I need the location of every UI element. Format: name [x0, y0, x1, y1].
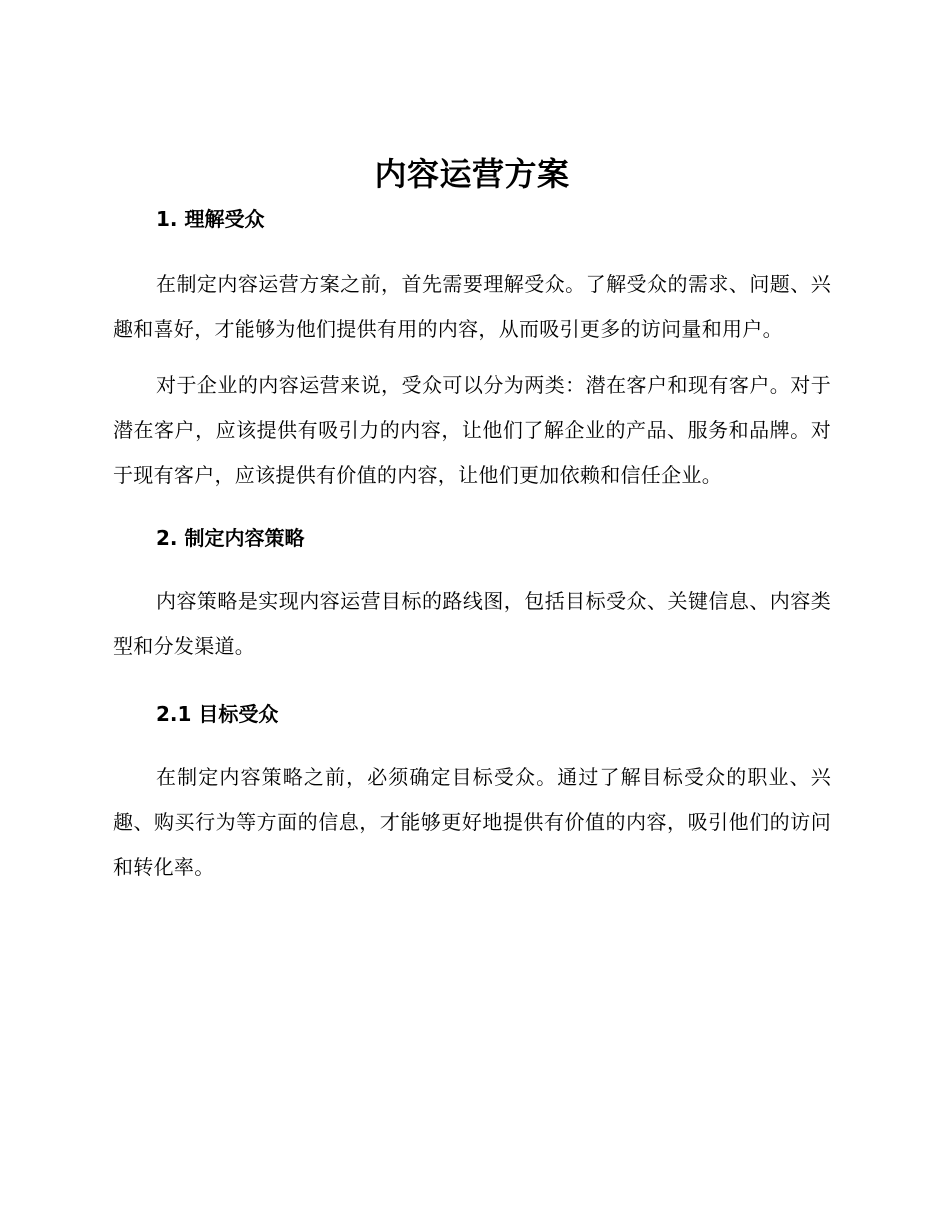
paragraph-understand-audience: 在制定内容运营方案之前，首先需要理解受众。了解受众的需求、问题、兴趣和喜好，才能够为他们提供有用的内容，从而吸引更多的访问量和用户。	[113, 272, 831, 341]
section-heading-understand-audience: 1. 理解受众	[156, 207, 265, 231]
section-heading-target-audience: 2.1 目标受众	[156, 702, 279, 726]
paragraph-audience-types: 对于企业的内容运营来说，受众可以分为两类：潜在客户和现有客户。对于潜在客户，应该提供有吸引力的内容，让他们了解企业的产品、服务和品牌。对于现有客户，应该提供有价值的内容，让他们更加依赖和信任企业。	[113, 373, 831, 487]
section-heading-content-strategy: 2. 制定内容策略	[156, 526, 305, 550]
paragraph-target-audience: 在制定内容策略之前，必须确定目标受众。通过了解目标受众的职业、兴趣、购买行为等方面的信息，才能够更好地提供有价值的内容，吸引他们的访问和转化率。	[113, 765, 831, 879]
paragraph-content-strategy: 内容策略是实现内容运营目标的路线图，包括目标受众、关键信息、内容类型和分发渠道。	[113, 589, 831, 658]
document-title: 内容运营方案	[374, 155, 570, 193]
document-content	[113, 148, 831, 890]
